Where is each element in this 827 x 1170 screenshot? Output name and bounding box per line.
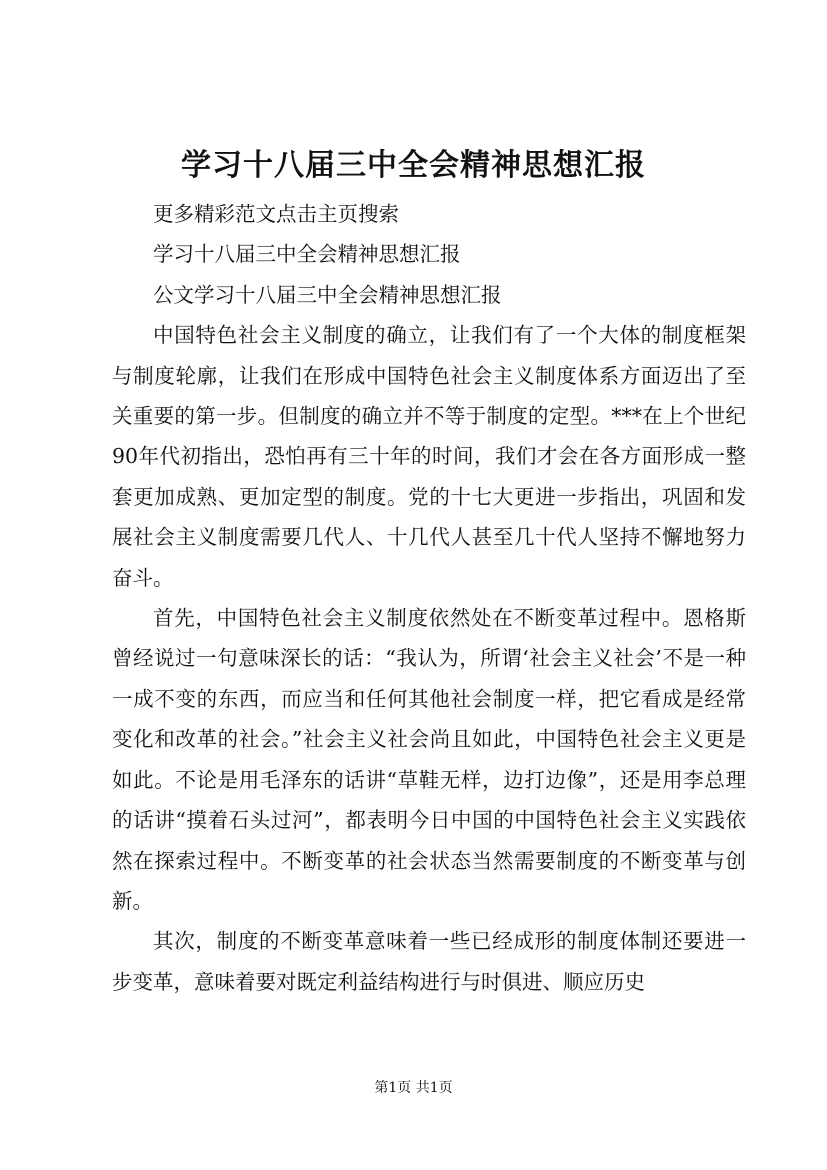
paragraph: 学习十八届三中全会精神思想汇报	[153, 242, 461, 267]
page-footer: 第1页 共1页	[374, 1080, 453, 1096]
paragraph: 更多精彩范文点击主页搜索	[153, 202, 399, 226]
document-title: 学习十八届三中全会精神思想汇报	[181, 148, 646, 183]
paragraph: 其次，制度的不断变革意味着一些已经成形的制度体制还要进一步变革，意味着要对既定利益结构进行与时俱进、顺应历史	[112, 929, 746, 994]
paragraph: 中国特色社会主义制度的确立，让我们有了一个大体的制度框架与制度轮廓，让我们在形成中国特色社会主义制度体系方面迈出了至关重要的第一步。但制度的确立并不等于制度的定型。***在上个世纪90年代初指出，恐怕再有三十年的时间，我们才会在各方面形成一整套更加成熟、更加定型的制度。党的十七大更进一步指出，巩固和发展社会主义制度需要几代人、十几代人甚至几十代人坚持不懈地努力奋斗。	[112, 323, 746, 590]
paragraph: 首先，中国特色社会主义制度依然处在不断变革过程中。恩格斯曾经说过一句意味深长的话：“我认为，所谓‘社会主义社会’不是一种一成不变的东西，而应当和任何其他社会制度一样，把它看成是经常变化和改革的社会。”社会主义社会尚且如此，中国特色社会主义更是如此。不论是用毛泽东的话讲“草鞋无样，边打边像”，还是用李总理的话讲“摸着石头过河”，都表明今日中国的中国特色社会主义实践依然在探索过程中。不断变革的社会状态当然需要制度的不断变革与创新。	[112, 606, 746, 913]
paragraph: 公文学习十八届三中全会精神思想汇报	[153, 282, 502, 307]
document-body	[112, 194, 746, 1002]
